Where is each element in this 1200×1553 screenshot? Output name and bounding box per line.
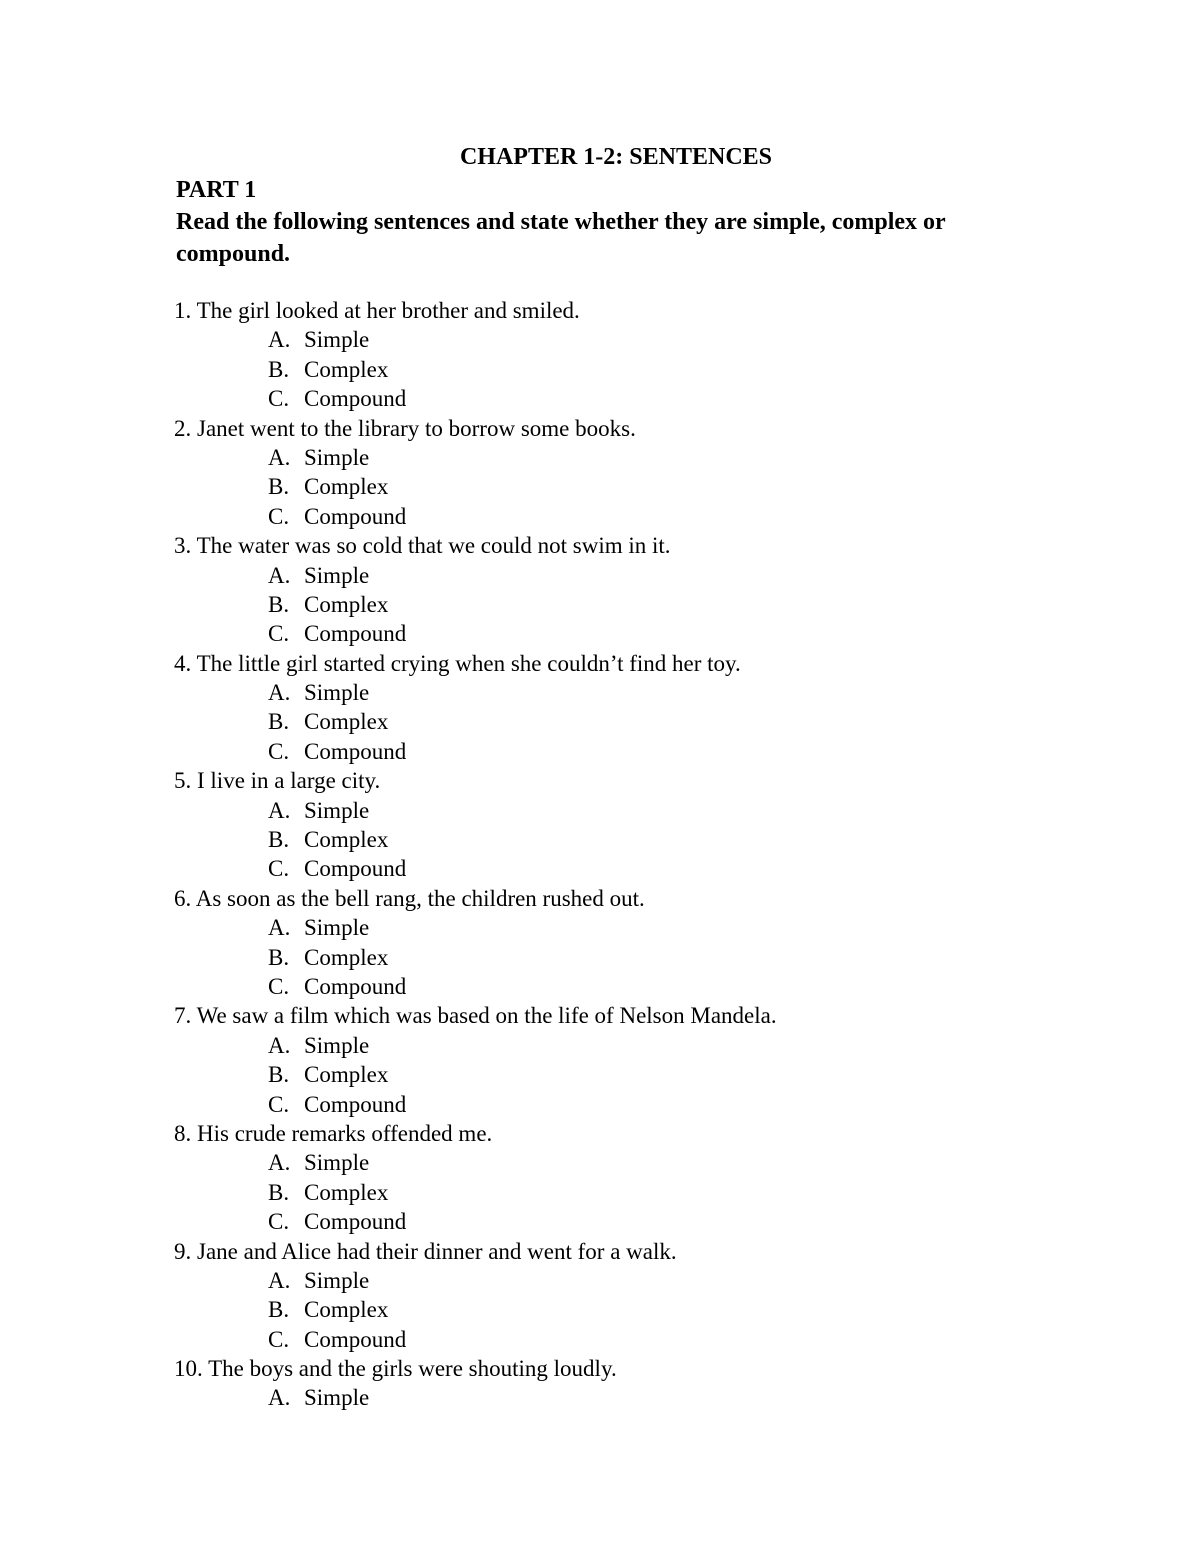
answer-option xyxy=(174,1060,777,1089)
question-item xyxy=(174,531,777,649)
option-letter: C. xyxy=(268,386,290,412)
option-letter: B. xyxy=(268,1179,290,1205)
option-letter: A. xyxy=(268,1267,291,1293)
option-letter: B. xyxy=(268,709,290,735)
answer-option xyxy=(174,943,777,972)
option-label: Compound xyxy=(304,973,407,999)
option-list xyxy=(174,913,777,1001)
answer-option xyxy=(174,1031,777,1060)
question-text: 10. The boys and the girls were shouting loudly. xyxy=(174,1356,617,1382)
option-label: Compound xyxy=(304,1209,407,1235)
question-item xyxy=(174,766,777,884)
question-item xyxy=(174,414,777,532)
option-letter: A. xyxy=(268,915,291,941)
answer-option xyxy=(174,1266,777,1295)
question-text: 6. As soon as the bell rang, the children rushed out. xyxy=(174,885,645,911)
option-label: Simple xyxy=(304,797,370,823)
option-label: Simple xyxy=(304,1032,370,1058)
option-letter: A. xyxy=(268,562,291,588)
option-label: Complex xyxy=(304,591,389,617)
answer-option xyxy=(174,355,777,384)
option-letter: A. xyxy=(268,444,291,470)
option-letter: B. xyxy=(268,827,290,853)
option-list xyxy=(174,678,777,766)
answer-option xyxy=(174,472,777,501)
question-item xyxy=(174,884,777,1002)
option-letter: C. xyxy=(268,738,290,764)
option-letter: A. xyxy=(268,327,291,353)
option-label: Compound xyxy=(304,621,407,647)
option-letter: B. xyxy=(268,356,290,382)
answer-option xyxy=(174,1090,777,1119)
answer-option xyxy=(174,325,777,354)
option-label: Compound xyxy=(304,1091,407,1117)
option-letter: C. xyxy=(268,856,290,882)
option-label: Complex xyxy=(304,709,389,735)
answer-option xyxy=(174,796,777,825)
answer-option xyxy=(174,590,777,619)
question-item xyxy=(174,1001,777,1119)
option-label: Compound xyxy=(304,738,407,764)
option-letter: C. xyxy=(268,621,290,647)
answer-option xyxy=(174,825,777,854)
option-label: Simple xyxy=(304,444,370,470)
answer-option xyxy=(174,561,777,590)
option-letter: B. xyxy=(268,474,290,500)
option-list xyxy=(174,561,777,649)
option-label: Compound xyxy=(304,1326,407,1352)
question-item xyxy=(174,649,777,767)
option-list xyxy=(174,796,777,884)
option-label: Compound xyxy=(304,503,407,529)
option-label: Complex xyxy=(304,827,389,853)
option-letter: B. xyxy=(268,1297,290,1323)
answer-option xyxy=(174,737,777,766)
option-letter: A. xyxy=(268,797,291,823)
option-label: Compound xyxy=(304,386,407,412)
option-letter: C. xyxy=(268,1326,290,1352)
answer-option xyxy=(174,854,777,883)
option-list xyxy=(174,1383,777,1412)
answer-option xyxy=(174,619,777,648)
option-letter: C. xyxy=(268,1209,290,1235)
option-letter: C. xyxy=(268,1091,290,1117)
option-label: Simple xyxy=(304,562,370,588)
option-letter: A. xyxy=(268,1385,291,1411)
answer-option xyxy=(174,1295,777,1324)
option-letter: A. xyxy=(268,1150,291,1176)
option-letter: B. xyxy=(268,944,290,970)
option-label: Simple xyxy=(304,1150,370,1176)
question-text: 9. Jane and Alice had their dinner and went for a walk. xyxy=(174,1238,677,1264)
question-text: 2. Janet went to the library to borrow some books. xyxy=(174,415,636,441)
option-letter: A. xyxy=(268,1032,291,1058)
option-letter: B. xyxy=(268,591,290,617)
option-label: Simple xyxy=(304,327,370,353)
answer-option xyxy=(174,1383,777,1412)
option-label: Complex xyxy=(304,356,389,382)
option-list xyxy=(174,325,777,413)
answer-option xyxy=(174,384,777,413)
question-text: 1. The girl looked at her brother and smiled. xyxy=(174,298,580,323)
option-label: Simple xyxy=(304,1267,370,1293)
option-label: Simple xyxy=(304,680,370,706)
option-label: Complex xyxy=(304,474,389,500)
answer-option xyxy=(174,1325,777,1354)
option-label: Compound xyxy=(304,856,407,882)
option-list xyxy=(174,443,777,531)
option-letter: C. xyxy=(268,973,290,999)
option-label: Complex xyxy=(304,1297,389,1323)
option-list xyxy=(174,1148,777,1236)
answer-option xyxy=(174,502,777,531)
answer-option xyxy=(174,707,777,736)
question-text: 7. We saw a film which was based on the life of Nelson Mandela. xyxy=(174,1003,777,1029)
page-title: CHAPTER 1-2: SENTENCES xyxy=(459,144,773,170)
part-heading: PART 1 xyxy=(176,177,257,203)
option-label: Complex xyxy=(304,944,389,970)
question-item xyxy=(174,1237,777,1355)
question-text: 3. The water was so cold that we could not swim in it. xyxy=(174,533,671,559)
question-item xyxy=(174,296,777,414)
answer-option xyxy=(174,913,777,942)
question-item xyxy=(174,1119,777,1237)
answer-option xyxy=(174,443,777,472)
question-list xyxy=(174,296,777,1413)
question-item xyxy=(174,1354,777,1413)
question-text: 5. I live in a large city. xyxy=(174,768,381,794)
instructions: Read the following sentences and state whether they are simple, complex or compound. xyxy=(176,209,946,267)
question-text: 8. His crude remarks offended me. xyxy=(174,1120,493,1146)
option-letter: C. xyxy=(268,503,290,529)
option-label: Complex xyxy=(304,1179,389,1205)
answer-option xyxy=(174,1148,777,1177)
answer-option xyxy=(174,1207,777,1236)
option-letter: A. xyxy=(268,680,291,706)
answer-option xyxy=(174,1178,777,1207)
answer-option xyxy=(174,678,777,707)
question-text: 4. The little girl started crying when she couldn’t find her toy. xyxy=(174,650,741,676)
option-label: Simple xyxy=(304,1385,370,1411)
option-label: Simple xyxy=(304,915,370,941)
option-letter: B. xyxy=(268,1062,290,1088)
option-label: Complex xyxy=(304,1062,389,1088)
option-list xyxy=(174,1266,777,1354)
option-list xyxy=(174,1031,777,1119)
answer-option xyxy=(174,972,777,1001)
